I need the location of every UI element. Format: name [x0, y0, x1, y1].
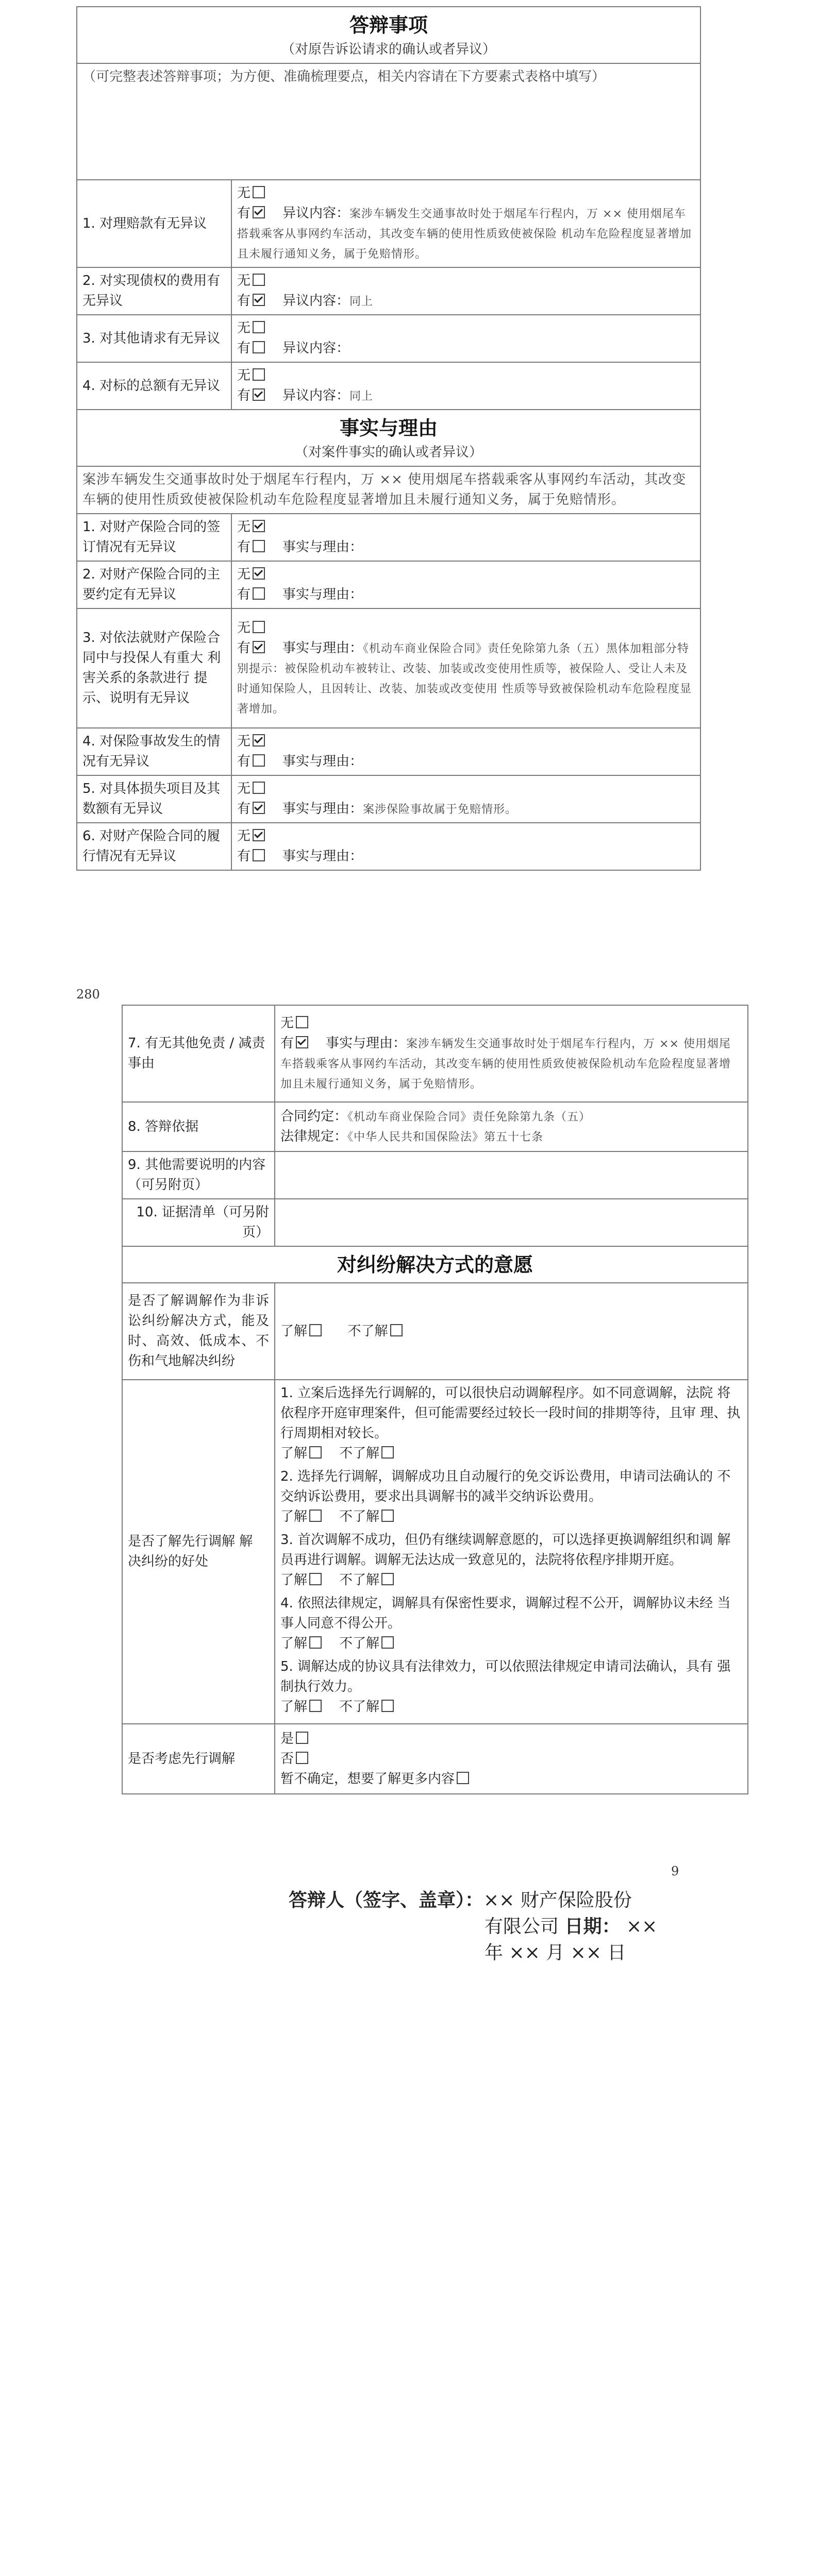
row-label: 5. 对具体损失项目及其 数额有无异议 [77, 775, 231, 823]
checkbox-yes[interactable] [253, 849, 265, 861]
benefit-item: 5. 调解达成的协议具有法律效力，可以依照法律规定申请司法确认，具有 强制执行效力。 了解 不了解 [280, 1659, 731, 1715]
table-row [122, 1005, 748, 1102]
row-label: 3. 对依法就财产保险合 同中与投保人有重大 利害关系的条款进行 提示、说明有无异议 [77, 608, 231, 728]
table-row [77, 514, 700, 561]
section-intro: 案涉车辆发生交通事故时处于烟尾车行程内，万 ×× 使用烟尾车搭载乘客从事网约车活动，其改变车辆的使用性质致使被保险机动车危险程度显著增加且未履行通知义务，属于免赔情形。 [77, 466, 700, 514]
option-yes[interactable]: 有 事实与理由： [237, 754, 363, 769]
option-no[interactable]: 无 [280, 1013, 742, 1033]
option-understand[interactable]: 了解 [280, 1572, 322, 1588]
option-yes[interactable]: 有 异议内容：同上 [237, 293, 374, 309]
row-label: 2. 对实现债权的费用有 无异议 [77, 267, 231, 315]
table-row [77, 180, 700, 267]
option-no[interactable]: 无 [237, 826, 695, 846]
field-label: 异议内容： [282, 388, 350, 403]
checkbox-yes[interactable] [253, 341, 265, 353]
checkbox-yes[interactable] [253, 641, 265, 653]
field-label: 事实与理由： [282, 640, 363, 656]
benefits-cell [275, 1380, 748, 1724]
checkbox-yes[interactable] [253, 754, 265, 767]
option-yes[interactable]: 有 事实与理由：案涉保险事故属于免赔情形。 [237, 801, 517, 817]
table-row [122, 1151, 748, 1199]
field-label: 事实与理由： [282, 754, 363, 769]
option-not-understand[interactable]: 不了解 [339, 1572, 394, 1588]
checkbox-no[interactable] [253, 734, 265, 747]
checkbox-yes[interactable] [253, 540, 265, 552]
signature-name-line2: 有限公司 [485, 1916, 559, 1937]
option-yes[interactable]: 有 事实与理由：《机动车商业保险合同》责任免除第九条（五）黑体加粗部分特别提示：被保险机动车被转让、改装、加装或改变使用性质等，被保险人、受让人未及时通知保险人，且因转让、改装、加装或改变使用 性质等导致被保险机动车危险程度显著增加。 [237, 640, 692, 716]
signature-block [289, 1886, 701, 1964]
checkbox-yes[interactable] [253, 206, 265, 218]
row-label: 是否了解调解作为非诉讼纠纷解决方式，能及时、高效、低成本、不伤和气地解决纠纷 [122, 1283, 275, 1380]
row-options [231, 180, 700, 267]
basis-cell [275, 1102, 748, 1151]
row-options [275, 1283, 748, 1380]
section-header-answer [77, 7, 700, 63]
table-row [77, 775, 700, 823]
row-label: 3. 对其他请求有无异议 [77, 315, 231, 362]
option-no[interactable]: 无 [237, 271, 695, 291]
option-understand[interactable]: 了解 [280, 1699, 322, 1715]
row-label: 7. 有无其他免责 / 减责 事由 [122, 1005, 275, 1102]
benefit-item: 4. 依照法律规定，调解具有保密性要求，调解过程不公开，调解协议未经 当事人同意不得公开。 了解 不了解 [280, 1596, 731, 1651]
option-no[interactable]: 无 [237, 318, 695, 338]
table-row [122, 1199, 748, 1246]
benefit-item: 2. 选择先行调解，调解成功且自动履行的免交诉讼费用，申请司法确认的 不交纳诉讼费用，要求出具调解书的减半交纳诉讼费用。 了解 不了解 [280, 1469, 731, 1524]
row-options [231, 267, 700, 315]
law-label: 法律规定： [280, 1129, 348, 1144]
row-label: 是否考虑先行调解 [122, 1724, 275, 1794]
checkbox-not-understand[interactable] [390, 1324, 403, 1336]
row-label: 8. 答辩依据 [122, 1102, 275, 1151]
checkbox-yes[interactable] [253, 587, 265, 600]
checkbox-no[interactable] [253, 782, 265, 794]
contract-value: 《机动车商业保险合同》责任免除第九条（五） [347, 1111, 591, 1124]
option-yes[interactable]: 有 事实与理由： [237, 587, 363, 602]
checkbox-no[interactable] [253, 567, 265, 580]
field-label: 事实与理由： [282, 587, 363, 602]
date-value-1: ×× [626, 1916, 658, 1937]
row-label: 4. 对保险事故发生的情 况有无异议 [77, 728, 231, 775]
option-not-understand[interactable]: 不了解 [348, 1324, 403, 1339]
table-row [77, 267, 700, 315]
row-options [231, 608, 700, 728]
row-label: 10. 证据清单（可另附页） [122, 1199, 275, 1246]
checkbox-yes[interactable] [296, 1036, 308, 1048]
row-label: 1. 对财产保险合同的签 订情况有无异议 [77, 514, 231, 561]
option-not-understand[interactable]: 不了解 [339, 1699, 394, 1715]
table-row [122, 1724, 748, 1794]
checkbox-no[interactable] [253, 186, 265, 198]
other-content-cell[interactable] [275, 1151, 748, 1199]
option-yes[interactable]: 有 事实与理由： [237, 849, 363, 864]
option-yes[interactable]: 有 异议内容：同上 [237, 388, 374, 403]
checkbox-no[interactable] [253, 274, 265, 286]
option-no[interactable]: 无 [237, 732, 695, 752]
field-label: 异议内容： [282, 206, 350, 221]
row-options [231, 775, 700, 823]
section-header-facts [77, 410, 700, 466]
option-yes[interactable]: 是 [280, 1729, 742, 1749]
date-value-2: 年 ×× 月 ×× 日 [485, 1942, 626, 1963]
option-understand[interactable]: 了解 [280, 1446, 322, 1461]
row-options [231, 728, 700, 775]
checkbox-yes[interactable] [253, 388, 265, 401]
option-unsure[interactable]: 暂不确定，想要了解更多内容 [280, 1769, 742, 1789]
answer-table-page1 [76, 6, 701, 871]
evidence-list-cell[interactable] [275, 1199, 748, 1246]
row-label: 9. 其他需要说明的内容 （可另附页） [122, 1151, 275, 1199]
option-yes[interactable]: 有 事实与理由： [237, 539, 363, 555]
option-yes[interactable]: 有 异议内容： [237, 341, 350, 356]
page-marker: 280 [76, 987, 100, 1002]
table-row [77, 561, 700, 608]
checkbox-yes[interactable] [253, 802, 265, 814]
checkbox-no[interactable] [253, 520, 265, 532]
table-row [77, 362, 700, 410]
table-row [77, 315, 700, 362]
benefit-item: 3. 首次调解不成功，但仍有继续调解意愿的，可以选择更换调解组织和调 解员再进行调解。调解无法达成一致意见的，法院将依程序排期开庭。 了解 不了解 [280, 1532, 731, 1588]
row-label: 是否了解先行调解 解 决纠纷的好处 [122, 1380, 275, 1724]
field-content: 案涉车辆发生交通事故时处于烟尾车行程内，万 ×× 使用烟尾车搭载乘客从事网约车活动，其改变车辆的使用性质致使被保险机动车危险程度显著增加且未履行通知义务，属于免赔情形。 [280, 1038, 731, 1091]
benefit-item: 1. 立案后选择先行调解的，可以很快启动调解程序。如不同意调解，法院 将依程序开庭审理案件，但可能需要经过较长一段时间的排期等待，且审 理、执行周期相对较长。 了解 不了解 [280, 1385, 741, 1461]
checkbox-no[interactable] [253, 321, 265, 333]
field-content: 同上 [349, 390, 374, 403]
page-number-mid: 9 [671, 1864, 679, 1878]
option-no[interactable]: 无 [237, 779, 695, 799]
row-label: 1. 对理赔款有无异议 [77, 180, 231, 267]
table-row [122, 1380, 748, 1724]
table-row [122, 1283, 748, 1380]
section-intro: （可完整表述答辩事项；为方便、准确梳理要点，相关内容请在下方要素式表格中填写） [77, 63, 700, 180]
option-not-understand[interactable]: 不了解 [339, 1446, 394, 1461]
law-value: 《中华人民共和国保险法》第五十七条 [347, 1131, 544, 1144]
date-label: 日期： [564, 1916, 621, 1937]
option-no[interactable]: 无 [237, 366, 695, 386]
section-title: 对纠纷解决方式的意愿 [337, 1253, 533, 1276]
table-row [77, 823, 700, 870]
field-content: 案涉车辆发生交通事故时处于烟尾车行程内，万 ×× 使用烟尾车搭载乘客从事网约车活动，其改变车辆的使用性质致使被保险 机动车危险程度显著增加且未履行通知义务，属于免赔情形。 [237, 208, 692, 261]
section-title: 事实与理由 [340, 416, 438, 439]
signature-label: 答辩人（签字、盖章）： [289, 1889, 484, 1911]
section-subtitle: （对原告诉讼请求的确认或者异议） [281, 42, 496, 57]
option-no[interactable]: 无 [237, 517, 695, 537]
row-label: 6. 对财产保险合同的履 行情况有无异议 [77, 823, 231, 870]
field-content: 同上 [349, 295, 374, 308]
table-row [77, 608, 700, 728]
option-not-understand[interactable]: 不了解 [339, 1509, 394, 1524]
option-no[interactable]: 无 [237, 183, 695, 204]
option-yes[interactable]: 有 异议内容：案涉车辆发生交通事故时处于烟尾车行程内，万 ×× 使用烟尾车搭载乘客从事网约车活动，其改变车辆的使用性质致使被保险 机动车危险程度显著增加且未履行通知义务，属于免赔情形。 [237, 206, 692, 261]
option-no[interactable]: 无 [237, 618, 695, 638]
field-label: 事实与理由： [282, 801, 363, 817]
option-no[interactable]: 否 [280, 1749, 742, 1769]
checkbox-no[interactable] [253, 621, 265, 633]
row-options [275, 1005, 748, 1102]
field-content: 《机动车商业保险合同》责任免除第九条（五）黑体加粗部分特别提示：被保险机动车被转让、改装、加装或改变使用性质等，被保险人、受让人未及时通知保险人，且因转让、改装、加装或改变使用 性质等导致被保险机动车危险程度显著增加。 [237, 642, 692, 716]
field-label: 事实与理由： [282, 539, 363, 555]
field-label: 事实与理由： [326, 1036, 407, 1051]
option-not-understand[interactable]: 不了解 [339, 1636, 394, 1651]
row-label: 2. 对财产保险合同的主 要约定有无异议 [77, 561, 231, 608]
row-options [231, 362, 700, 410]
table-row [122, 1102, 748, 1151]
row-options [231, 823, 700, 870]
field-label: 事实与理由： [282, 849, 363, 864]
row-options [231, 315, 700, 362]
contract-label: 合同约定： [280, 1109, 348, 1124]
field-content: 案涉保险事故属于免赔情形。 [363, 803, 517, 816]
answer-table-page2 [122, 1005, 748, 1794]
option-yes[interactable]: 有 事实与理由：案涉车辆发生交通事故时处于烟尾车行程内，万 ×× 使用烟尾车搭载乘客从事网约车活动，其改变车辆的使用性质致使被保险机动车危险程度显著增加且未履行通知义务，属于免赔情形。 [280, 1036, 731, 1091]
checkbox-yes[interactable] [253, 294, 265, 306]
checkbox-no[interactable] [253, 368, 265, 381]
table-row [77, 728, 700, 775]
option-understand[interactable]: 了解 [280, 1509, 322, 1524]
row-label: 4. 对标的总额有无异议 [77, 362, 231, 410]
field-label: 异议内容： [282, 293, 350, 309]
section-title: 答辩事项 [349, 13, 428, 37]
option-no[interactable]: 无 [237, 565, 695, 585]
section-header-resolution [122, 1246, 748, 1283]
row-options [275, 1724, 748, 1794]
checkbox-no[interactable] [253, 829, 265, 841]
row-options [231, 561, 700, 608]
section-subtitle: （对案件事实的确认或者异议） [295, 445, 483, 460]
checkbox-understand[interactable] [309, 1324, 322, 1336]
field-label: 异议内容： [282, 341, 350, 356]
option-understand[interactable]: 了解 [280, 1636, 322, 1651]
checkbox-no[interactable] [296, 1016, 308, 1028]
option-understand[interactable]: 了解 [280, 1324, 322, 1339]
row-options [231, 514, 700, 561]
signature-name-line1: ×× 财产保险股份 [483, 1890, 632, 1911]
